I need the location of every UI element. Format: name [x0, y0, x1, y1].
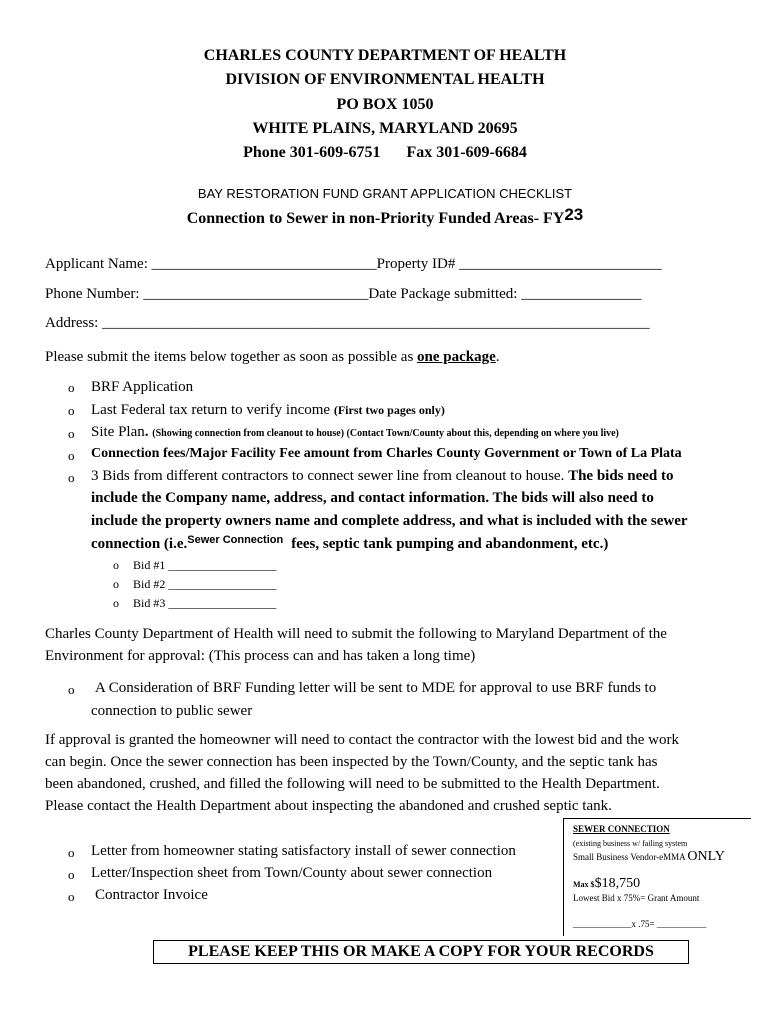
applicant-row — [45, 256, 662, 273]
phone-number-field[interactable]: ______________________________ — [143, 286, 369, 302]
item-bids-line-4a: connection (i.e. — [91, 536, 188, 552]
approval-line-3: been abandoned, crushed, and filled the following will need to be submitted to the Health Department. — [45, 776, 660, 792]
item-bids-text: 3 Bids from different contractors to connect sewer line from cleanout to house. — [91, 468, 565, 484]
box-formula: Lowest Bid x 75%= Grant Amount — [573, 893, 700, 903]
item-bids-emphasis: The bids need to — [568, 468, 674, 484]
bullet-icon: o — [113, 596, 119, 610]
address-field[interactable]: _________________________________________________________________________ — [102, 315, 650, 331]
bullet-icon: o — [68, 470, 75, 485]
bid-label: Bid #2 — [133, 577, 166, 591]
header-fax: Fax 301-609-6684 — [406, 144, 527, 161]
item-bids-line-2: include the Company name, address, and contact information. The bids will also need to — [91, 490, 654, 506]
address-row — [45, 315, 650, 332]
header-phone: Phone 301-609-6751 — [243, 144, 381, 161]
header-line-4: WHITE PLAINS, MARYLAND 20695 — [252, 120, 518, 137]
item-tax-return — [91, 402, 445, 419]
bullet-icon: o — [68, 889, 75, 904]
intro-emphasis: one package — [417, 349, 496, 365]
box-calc-field[interactable]: _____________x .75= ___________ — [573, 919, 707, 929]
item-tax-return-note: (First two pages only) — [333, 403, 445, 417]
item-bids-line-4b: fees, septic tank pumping and abandonment, etc.) — [291, 536, 609, 552]
item-site-plan-note: (Showing connection from cleanout to house) (Contact Town/County about this, depending on where you live) — [152, 428, 619, 439]
box-subtitle-1: (existing business w/ failing system — [573, 839, 688, 848]
bid-label: Bid #3 — [133, 596, 166, 610]
header-line-2: DIVISION OF ENVIRONMENTAL HEALTH — [225, 71, 545, 88]
main-title — [0, 205, 770, 228]
approval-line-4: Please contact the Health Department about inspecting the abandoned and crushed septic tank. — [45, 798, 612, 814]
intro-text — [45, 349, 500, 366]
item-brf-application: BRF Application — [91, 379, 194, 395]
box-max-label: Max $ — [573, 880, 595, 889]
bid-2-field[interactable]: __________________ — [168, 577, 277, 591]
sewer-connection-box — [563, 818, 751, 936]
item-bids-line-3: include the property owners name and complete address, and what is included with the sewer — [91, 513, 688, 529]
bullet-icon: o — [68, 403, 75, 418]
approval-line-1: If approval is granted the homeowner will need to contact the contractor with the lowest bid and the work — [45, 732, 679, 748]
property-id-field[interactable]: ___________________________ — [459, 256, 662, 272]
records-notice: PLEASE KEEP THIS OR MAKE A COPY FOR YOUR RECORDS — [153, 940, 689, 964]
bullet-icon: o — [113, 577, 119, 591]
bid-row — [113, 575, 276, 594]
date-submitted-field[interactable]: ________________ — [521, 286, 642, 302]
box-title: SEWER CONNECTION — [573, 824, 670, 834]
applicant-name-field[interactable]: ______________________________ — [151, 256, 377, 272]
main-title-year: 23 — [564, 205, 584, 224]
mde-line-1: Charles County Department of Health will need to submit the following to Maryland Department of the — [45, 626, 667, 642]
item-bids-line-1 — [91, 468, 674, 485]
item-site-plan — [91, 424, 619, 441]
header-line-3: PO BOX 1050 — [336, 96, 434, 113]
checklist-title: BAY RESTORATION FUND GRANT APPLICATION CHECKLIST — [197, 186, 573, 201]
header-line-1: CHARLES COUNTY DEPARTMENT OF HEALTH — [203, 47, 567, 64]
date-label: Date Package submitted: — [368, 286, 518, 302]
header-contact — [0, 144, 770, 162]
mde-line-2: Environment for approval: (This process can and has taken a long time) — [45, 648, 476, 664]
box-only-text: ONLY — [687, 849, 725, 864]
item-site-plan-text: Site Plan — [91, 424, 145, 440]
item-bids-line-4 — [91, 536, 608, 553]
bullet-icon: o — [68, 380, 75, 395]
mde-item-line-2: connection to public sewer — [91, 703, 253, 719]
intro-end: . — [495, 349, 500, 365]
phone-label: Phone Number: — [45, 286, 140, 302]
final-item-homeowner-letter: Letter from homeowner stating satisfactory install of sewer connection — [91, 843, 516, 859]
bullet-icon: o — [68, 426, 75, 441]
address-label: Address: — [45, 315, 99, 331]
box-max-value: $18,750 — [594, 876, 641, 891]
bid-3-field[interactable]: __________________ — [168, 596, 277, 610]
applicant-label: Applicant Name: — [45, 256, 148, 272]
final-item-contractor-invoice: Contractor Invoice — [95, 887, 208, 903]
bullet-icon: o — [68, 845, 75, 860]
bid-1-field[interactable]: __________________ — [168, 558, 277, 572]
box-max-row — [573, 874, 640, 892]
bullet-icon: o — [113, 558, 119, 572]
item-tax-return-text: Last Federal tax return to verify income — [91, 402, 331, 418]
property-label: Property ID# — [376, 256, 456, 272]
bullet-icon: o — [68, 682, 75, 697]
mde-item-line-1: A Consideration of BRF Funding letter will be sent to MDE for approval to use BRF funds to — [95, 680, 657, 696]
phone-row — [45, 286, 641, 303]
intro-body: Please submit the items below together as soon as possible as — [45, 349, 418, 365]
bid-row — [113, 594, 276, 613]
box-subtitle-2 — [573, 849, 725, 865]
item-site-plan-dot: . — [144, 424, 149, 440]
bid-label: Bid #1 — [133, 558, 166, 572]
sewer-connection-overlay: Sewer Connection — [187, 534, 284, 546]
item-connection-fees: Connection fees/Major Facility Fee amount from Charles County Government or Town of La Plata — [91, 446, 682, 461]
box-vendor-text: Small Business Vendor-eMMA — [573, 852, 686, 862]
approval-line-2: can begin. Once the sewer connection has been inspected by the Town/County, and the septic tank has — [45, 754, 658, 770]
bid-row — [113, 556, 276, 575]
main-title-text: Connection to Sewer in non-Priority Funded Areas- FY — [186, 210, 565, 227]
bullet-icon: o — [68, 867, 75, 882]
final-item-inspection-sheet: Letter/Inspection sheet from Town/County about sewer connection — [91, 865, 493, 881]
bullet-icon: o — [68, 448, 75, 463]
bid-list — [113, 556, 276, 613]
